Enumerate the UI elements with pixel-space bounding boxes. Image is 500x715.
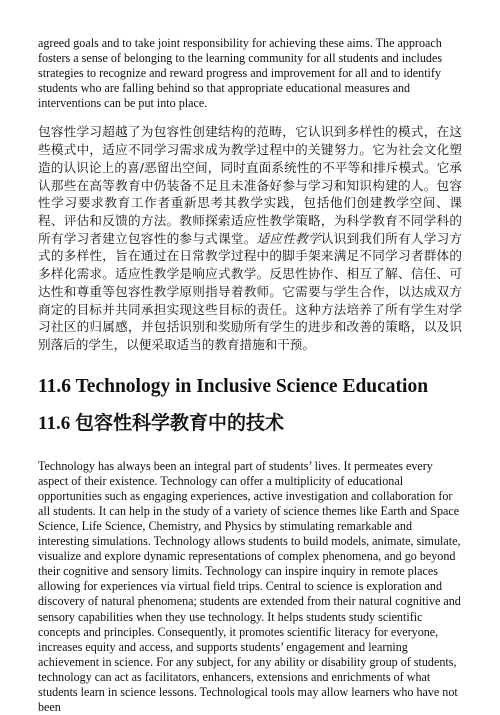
paragraph-chinese-part2: 认识到我们所有人学习方式的多样性，旨在通过在日常教学过程中的脚手架来满足不同学习者群体的多样化需求。适应性教学是响应式教学。反思性协作、相互了解、信任、可达性和尊重等包容性教学原则指导着教师。它需要与学生合作，以达成双方商定的目标并共同承担实现这些目标的责任。这种方法培养了所有学生对学习社区的归属感，并包括识别和奖励所有学生的进步和改善的策略，以及识别落后的学生，以便采取适当的教育措施和干预。 <box>38 230 463 352</box>
section-number: 11.6 <box>38 412 75 434</box>
paragraph-english-bottom: Technology has always been an integral part of students’ lives. It permeates every aspect of their existence. Technology can offer a multiplicity of educational opportunities such as engaging experiences, active investigation and collaboration for all students. It can help in the study of a variety of science themes like Earth and Space Science, Life Science, Chemistry, and Physics by stimulating remarkable and interesting simulations. Technology allows students to build models, animate, simulate, visualize and explore dynamic representations of complex phenomena, and go beyond their cognitive and sensory limits. Technology can inspire inquiry in remote places allowing for experiences via virtual field trips. Central to science is exploration and discovery of natural phenomena; students are extended from their natural cognitive and sensory capabilities when they use technology. It helps students study scientific concepts and principles. Consequently, it promotes scientific literacy for everyone, increases equity and access, and supports students’ engagement and learning achievement in science. For any subject, for any ability or disability group of students, technology can act as facilitators, enhancers, extensions and enrichments of what students learn in science lessons. Technological tools may allow learners who have not been <box>38 458 461 715</box>
paragraph-chinese-part1: 包容性学习超越了为包容性创建结构的范畴，它认识到多样性的模式，在这些模式中，适应不同学习需求成为教学过程中的关键努力。它为社会文化塑造的认识论上的喜/恶留出空间，同时直面系统性的不平等和排斥模式。它承认那些在高等教育中仍装备不足且未准备好参与学习和知识构建的人。包容性学习要求教育工作者重新思考其教学实践，包括他们创建教学空间、课程、评估和反馈的方法。教师探索适应性教学策略，为科学教育不同学科的所有学习者建立包容性的参与式课堂。 <box>38 124 462 246</box>
document-page <box>38 36 462 715</box>
paragraph-chinese <box>38 123 462 353</box>
emphasis-adaptive-teaching: 适应性教学 <box>256 230 321 246</box>
section-title-chinese: 包容性科学教育中的技术 <box>74 411 284 434</box>
paragraph-english-top: agreed goals and to take joint responsibility for achieving these aims. The approach fosters a sense of belonging to the learning community for all students and includes strategies to recognize and reward progress and improvement for all and to identify students who are falling behind so that appropriate educational measures and interventions can be put into place. <box>38 36 443 111</box>
section-heading-chinese <box>38 410 462 437</box>
section-heading-english: 11.6 Technology in Inclusive Science Education <box>38 375 429 397</box>
